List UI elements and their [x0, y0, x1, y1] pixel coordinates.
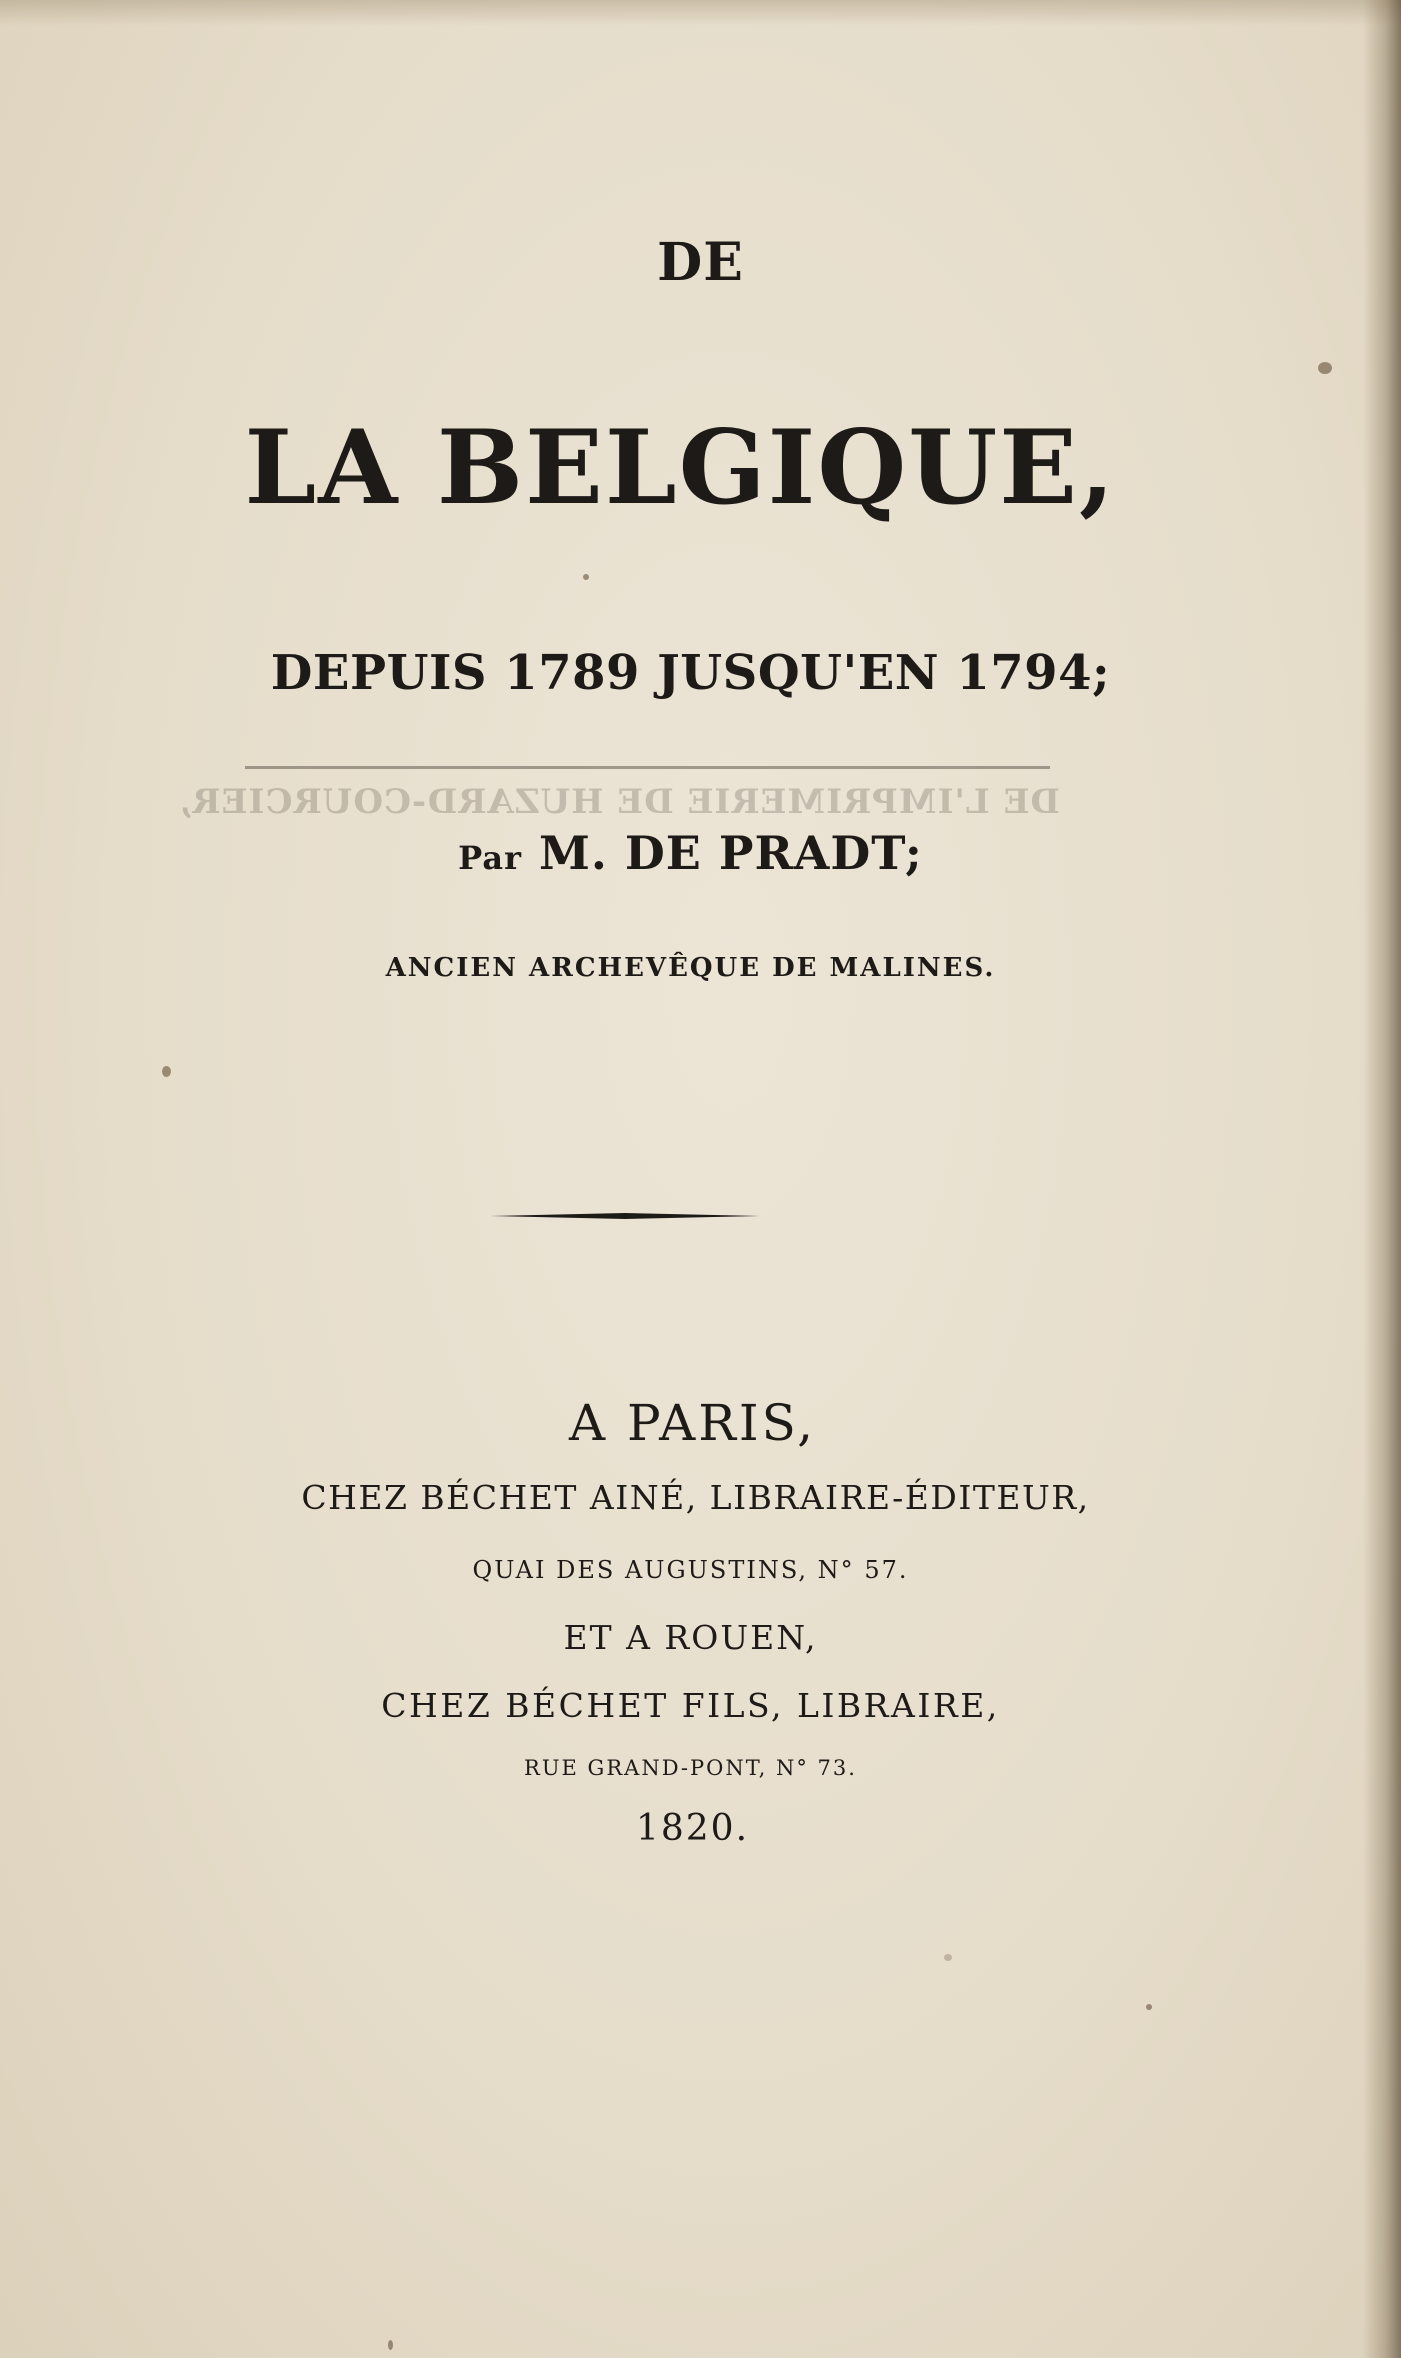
author-role: ANCIEN ARCHEVÊQUE DE MALINES. — [385, 953, 996, 983]
imprint-address: QUAI DES AUGUSTINS, N° 57. — [472, 1556, 909, 1584]
bleed-through-text: DE L'IMPRIMERIE DE HUZARD-COURCIER, — [178, 782, 1060, 822]
title-dates: DEPUIS 1789 JUSQU'EN 1794; — [270, 645, 1111, 701]
divider-rule — [245, 766, 1050, 769]
foxing-spot — [1318, 362, 1332, 374]
foxing-spot — [388, 2340, 393, 2350]
imprint-second-address: RUE GRAND-PONT, N° 73. — [524, 1756, 857, 1780]
imprint-year: 1820. — [635, 1808, 750, 1849]
imprint-second-publisher: CHEZ BÉCHET FILS, LIBRAIRE, — [381, 1686, 1000, 1725]
imprint-publisher: CHEZ BÉCHET AINÉ, LIBRAIRE-ÉDITEUR, — [301, 1478, 1090, 1517]
paper-right-edge — [1363, 0, 1401, 2358]
imprint-second-city: ET A ROUEN, — [563, 1618, 818, 1657]
imprint-city: A PARIS, — [569, 1394, 816, 1452]
title-preposition: DE — [657, 232, 744, 293]
foxing-spot — [1146, 2004, 1152, 2010]
author-name: M. DE PRADT; — [538, 826, 923, 880]
author-prefix: Par — [458, 839, 522, 877]
foxing-spot — [583, 574, 589, 580]
paper-top-edge — [0, 0, 1401, 26]
author-line — [0, 826, 1391, 880]
book-title: LA BELGIQUE, — [244, 408, 1117, 528]
foxing-spot — [162, 1066, 171, 1077]
foxing-spot — [944, 1954, 952, 1961]
ornament-rule — [490, 1212, 760, 1220]
